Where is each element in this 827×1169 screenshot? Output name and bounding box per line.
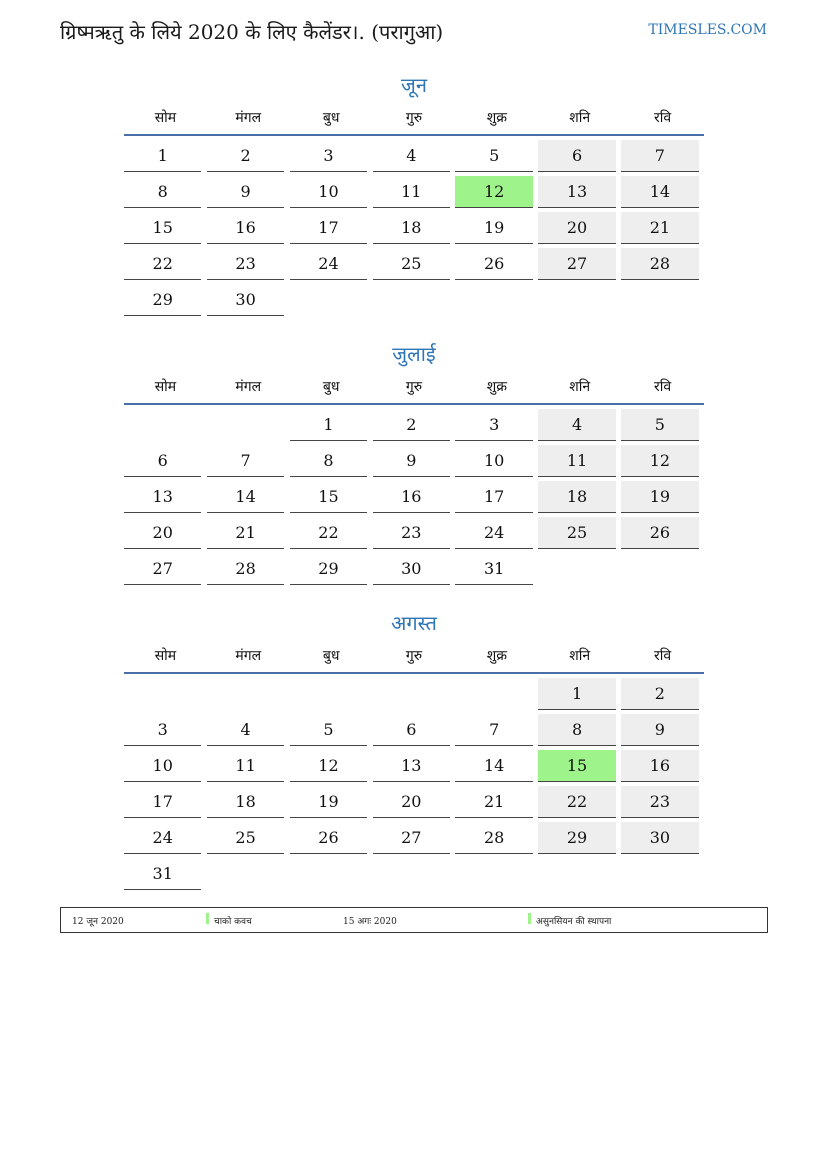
weekday-label: रवि: [654, 378, 672, 395]
day-cell[interactable]: 25: [538, 517, 615, 549]
week-row: [124, 517, 704, 553]
day-cell[interactable]: 12: [290, 750, 367, 782]
day-cell: [207, 409, 284, 441]
day-cell[interactable]: 27: [124, 553, 201, 585]
day-cell[interactable]: 14: [621, 176, 698, 208]
day-cell: [373, 284, 450, 316]
day-cell[interactable]: 23: [373, 517, 450, 549]
day-cell[interactable]: 26: [621, 517, 698, 549]
day-cell[interactable]: 6: [373, 714, 450, 746]
legend-event-2: असुनसियन की स्थापना: [536, 917, 612, 927]
day-cell[interactable]: 21: [207, 517, 284, 549]
day-cell[interactable]: 17: [455, 481, 532, 513]
week-row: [124, 140, 704, 176]
header-rule: [124, 403, 704, 405]
day-cell: [621, 858, 698, 890]
day-cell[interactable]: 18: [538, 481, 615, 513]
day-cell[interactable]: 24: [124, 822, 201, 854]
brand-link[interactable]: TIMESLES.COM: [648, 22, 767, 38]
day-cell[interactable]: 17: [290, 212, 367, 244]
day-cell[interactable]: 11: [207, 750, 284, 782]
weekday-label: गुरु: [405, 378, 423, 395]
day-cell: [455, 678, 532, 710]
day-cell[interactable]: 8: [538, 714, 615, 746]
day-cell: [621, 284, 698, 316]
weekday-label: सोम: [154, 378, 177, 395]
week-row: [124, 284, 704, 320]
day-cell[interactable]: 3: [124, 714, 201, 746]
day-cell[interactable]: 25: [207, 822, 284, 854]
day-cell[interactable]: 9: [373, 445, 450, 477]
day-cell[interactable]: 3: [290, 140, 367, 172]
day-cell: [621, 553, 698, 585]
day-cell[interactable]: 20: [124, 517, 201, 549]
week-row: [124, 714, 704, 750]
day-cell: [207, 678, 284, 710]
day-cell[interactable]: 10: [124, 750, 201, 782]
day-cell[interactable]: 13: [538, 176, 615, 208]
day-cell[interactable]: 1: [290, 409, 367, 441]
day-cell[interactable]: 29: [290, 553, 367, 585]
day-cell[interactable]: 26: [455, 248, 532, 280]
legend-marker-1: [206, 913, 209, 924]
day-cell[interactable]: 30: [373, 553, 450, 585]
day-cell: [290, 284, 367, 316]
day-cell[interactable]: 29: [124, 284, 201, 316]
day-cell[interactable]: 30: [621, 822, 698, 854]
weekday-label: शुक्र: [486, 647, 507, 664]
day-cell[interactable]: 15: [124, 212, 201, 244]
legend-date-2: 15 अगः 2020: [343, 917, 397, 927]
day-cell[interactable]: 1: [538, 678, 615, 710]
week-row: [124, 750, 704, 786]
day-cell[interactable]: 22: [290, 517, 367, 549]
day-cell[interactable]: 10: [455, 445, 532, 477]
day-cell[interactable]: 31: [455, 553, 532, 585]
day-cell: [373, 858, 450, 890]
day-cell[interactable]: 23: [207, 248, 284, 280]
day-cell[interactable]: 17: [124, 786, 201, 818]
day-cell[interactable]: 8: [124, 176, 201, 208]
weekday-header: [124, 100, 704, 134]
week-row: [124, 176, 704, 212]
week-row: [124, 248, 704, 284]
day-cell[interactable]: 22: [124, 248, 201, 280]
holiday-legend: [60, 907, 768, 933]
day-cell[interactable]: 1: [124, 140, 201, 172]
day-cell[interactable]: 5: [455, 140, 532, 172]
day-cell[interactable]: 29: [538, 822, 615, 854]
day-cell[interactable]: 24: [290, 248, 367, 280]
day-cell[interactable]: 2: [207, 140, 284, 172]
day-cell[interactable]: 16: [621, 750, 698, 782]
day-cell[interactable]: 27: [373, 822, 450, 854]
weekday-label: शुक्र: [486, 109, 507, 126]
month-name: अगस्त: [391, 611, 437, 635]
day-cell[interactable]: 11: [373, 176, 450, 208]
day-cell-holiday[interactable]: 12: [455, 176, 532, 208]
day-cell[interactable]: 30: [207, 284, 284, 316]
day-cell: [538, 284, 615, 316]
day-cell: [538, 858, 615, 890]
day-cell[interactable]: 9: [621, 714, 698, 746]
month-name: जून: [401, 73, 427, 97]
week-row: [124, 445, 704, 481]
day-cell[interactable]: 16: [207, 212, 284, 244]
day-cell[interactable]: 20: [373, 786, 450, 818]
weekday-label: रवि: [654, 109, 672, 126]
day-cell-holiday[interactable]: 15: [538, 750, 615, 782]
day-cell[interactable]: 24: [455, 517, 532, 549]
week-row: [124, 553, 704, 589]
month-block: [124, 339, 704, 589]
weekday-label: शनि: [569, 109, 591, 126]
day-cell[interactable]: 22: [538, 786, 615, 818]
day-cell[interactable]: 23: [621, 786, 698, 818]
day-cell[interactable]: 7: [455, 714, 532, 746]
weekday-label: शनि: [569, 378, 591, 395]
week-row: [124, 409, 704, 445]
day-cell[interactable]: 5: [290, 714, 367, 746]
weekday-label: बुध: [322, 378, 340, 395]
day-cell[interactable]: 9: [207, 176, 284, 208]
weekday-label: शनि: [569, 647, 591, 664]
day-cell[interactable]: 4: [538, 409, 615, 441]
day-cell[interactable]: 14: [455, 750, 532, 782]
day-cell[interactable]: 8: [290, 445, 367, 477]
month-name: जुलाई: [392, 342, 436, 366]
legend-marker-2: [528, 913, 531, 924]
day-cell[interactable]: 21: [455, 786, 532, 818]
month-block: [124, 70, 704, 320]
day-cell[interactable]: 15: [290, 481, 367, 513]
weekday-label: बुध: [322, 109, 340, 126]
weekday-header: [124, 369, 704, 403]
weekday-label: मंगल: [235, 378, 262, 395]
day-cell[interactable]: 19: [290, 786, 367, 818]
day-cell[interactable]: 28: [455, 822, 532, 854]
day-cell[interactable]: 7: [207, 445, 284, 477]
day-cell[interactable]: 6: [124, 445, 201, 477]
page-title: ग्रिष्मऋतु के लिये 2020 के लिए कैलेंडर।. (परागुआ): [60, 20, 444, 44]
day-cell[interactable]: 4: [373, 140, 450, 172]
day-cell[interactable]: 19: [621, 481, 698, 513]
week-row: [124, 858, 704, 894]
day-cell: [290, 678, 367, 710]
weekday-label: गुरु: [405, 109, 423, 126]
day-cell[interactable]: 12: [621, 445, 698, 477]
day-cell: [373, 678, 450, 710]
day-cell[interactable]: 28: [207, 553, 284, 585]
day-cell: [124, 409, 201, 441]
day-cell: [124, 678, 201, 710]
weekday-label: रवि: [654, 647, 672, 664]
day-cell: [207, 858, 284, 890]
legend-date-1: 12 जून 2020: [72, 917, 124, 927]
week-row: [124, 786, 704, 822]
day-cell[interactable]: 18: [207, 786, 284, 818]
day-cell[interactable]: 18: [373, 212, 450, 244]
weekday-label: सोम: [154, 109, 177, 126]
weekday-label: मंगल: [235, 647, 262, 664]
day-cell[interactable]: 19: [455, 212, 532, 244]
week-row: [124, 678, 704, 714]
day-cell[interactable]: 27: [538, 248, 615, 280]
day-cell[interactable]: 4: [207, 714, 284, 746]
day-cell[interactable]: 21: [621, 212, 698, 244]
day-cell[interactable]: 14: [207, 481, 284, 513]
day-cell[interactable]: 28: [621, 248, 698, 280]
day-cell[interactable]: 16: [373, 481, 450, 513]
header-rule: [124, 672, 704, 674]
legend-event-1: चाको कवच: [214, 917, 252, 927]
day-cell[interactable]: 2: [373, 409, 450, 441]
day-cell[interactable]: 13: [373, 750, 450, 782]
day-cell: [290, 858, 367, 890]
weekday-header: [124, 638, 704, 672]
day-cell[interactable]: 11: [538, 445, 615, 477]
day-cell[interactable]: 7: [621, 140, 698, 172]
week-row: [124, 212, 704, 248]
day-cell[interactable]: 3: [455, 409, 532, 441]
weekday-label: गुरु: [405, 647, 423, 664]
day-cell: [455, 858, 532, 890]
weekday-label: सोम: [154, 647, 177, 664]
day-cell[interactable]: 5: [621, 409, 698, 441]
day-cell[interactable]: 13: [124, 481, 201, 513]
week-row: [124, 822, 704, 858]
weekday-label: बुध: [322, 647, 340, 664]
weekday-label: शुक्र: [486, 378, 507, 395]
day-cell[interactable]: 20: [538, 212, 615, 244]
day-cell[interactable]: 25: [373, 248, 450, 280]
day-cell[interactable]: 2: [621, 678, 698, 710]
weekday-label: मंगल: [235, 109, 262, 126]
week-row: [124, 481, 704, 517]
day-cell[interactable]: 26: [290, 822, 367, 854]
day-cell: [538, 553, 615, 585]
month-block: [124, 608, 704, 894]
day-cell[interactable]: 31: [124, 858, 201, 890]
header-rule: [124, 134, 704, 136]
day-cell: [455, 284, 532, 316]
day-cell[interactable]: 6: [538, 140, 615, 172]
day-cell[interactable]: 10: [290, 176, 367, 208]
